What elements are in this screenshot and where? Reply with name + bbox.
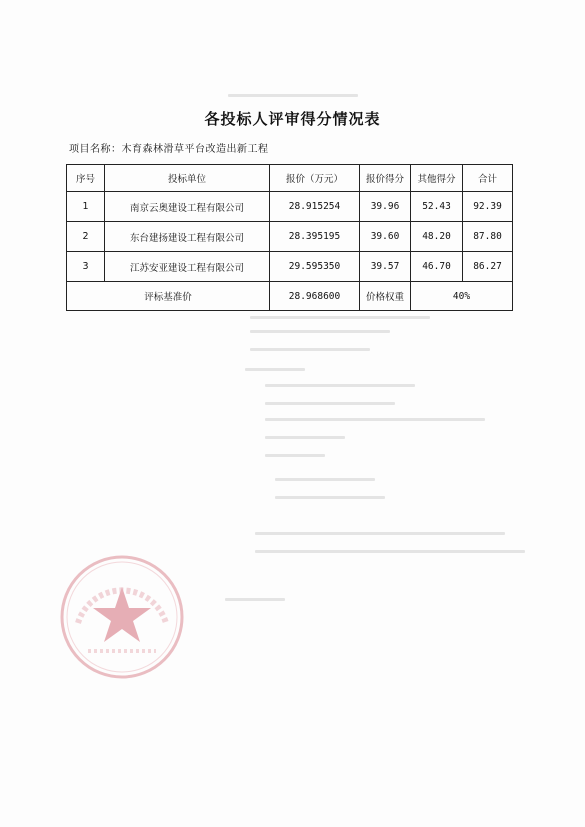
bleed-through-line	[228, 94, 358, 97]
row-total: 86.27	[463, 252, 513, 282]
header-price-score: 报价得分	[360, 165, 411, 192]
row-price: 28.395195	[270, 222, 360, 252]
bleed-through-line	[250, 330, 390, 333]
bleed-through-line	[250, 316, 430, 319]
project-name: 木育森林滑草平台改造出新工程	[121, 144, 269, 155]
bleed-through-line	[265, 402, 395, 405]
row-price-score: 39.57	[360, 252, 411, 282]
row-price-score: 39.60	[360, 222, 411, 252]
row-price: 28.915254	[270, 192, 360, 222]
project-label: 项目名称：	[69, 144, 122, 155]
row-bidder: 江苏安亚建设工程有限公司	[105, 252, 270, 282]
bleed-through-line	[255, 550, 525, 553]
row-no: 1	[67, 192, 105, 222]
header-other-score: 其他得分	[411, 165, 463, 192]
row-total: 87.80	[463, 222, 513, 252]
official-seal	[58, 553, 186, 681]
bleed-through-line	[265, 384, 415, 387]
benchmark-label: 评标基准价	[67, 282, 270, 311]
row-other-score: 52.43	[411, 192, 463, 222]
table-row	[67, 252, 513, 282]
weight-label: 价格权重	[360, 282, 411, 311]
bleed-through-line	[255, 532, 505, 535]
table-footer-row	[67, 282, 513, 311]
row-no: 2	[67, 222, 105, 252]
bleed-through-line	[265, 454, 325, 457]
row-other-score: 46.70	[411, 252, 463, 282]
row-price: 29.595350	[270, 252, 360, 282]
table-row	[67, 192, 513, 222]
bleed-through-line	[275, 496, 385, 499]
row-bidder: 南京云奥建设工程有限公司	[105, 192, 270, 222]
bleed-through-line	[225, 598, 285, 601]
row-total: 92.39	[463, 192, 513, 222]
score-table	[66, 164, 513, 311]
weight-value: 40%	[411, 282, 513, 311]
row-price-score: 39.96	[360, 192, 411, 222]
bleed-through-line	[265, 418, 485, 421]
table-row	[67, 222, 513, 252]
bleed-through-line	[245, 368, 305, 371]
project-line	[69, 140, 269, 155]
row-no: 3	[67, 252, 105, 282]
table-header-row	[67, 165, 513, 192]
bleed-through-line	[265, 436, 345, 439]
benchmark-value: 28.968600	[270, 282, 360, 311]
document-title: 各投标人评审得分情况表	[204, 110, 381, 128]
bleed-through-line	[250, 348, 370, 351]
header-total: 合计	[463, 165, 513, 192]
bleed-through-line	[275, 478, 375, 481]
row-bidder: 东台建扬建设工程有限公司	[105, 222, 270, 252]
header-no: 序号	[67, 165, 105, 192]
header-bidder: 投标单位	[105, 165, 270, 192]
header-price: 报价（万元）	[270, 165, 360, 192]
row-other-score: 48.20	[411, 222, 463, 252]
